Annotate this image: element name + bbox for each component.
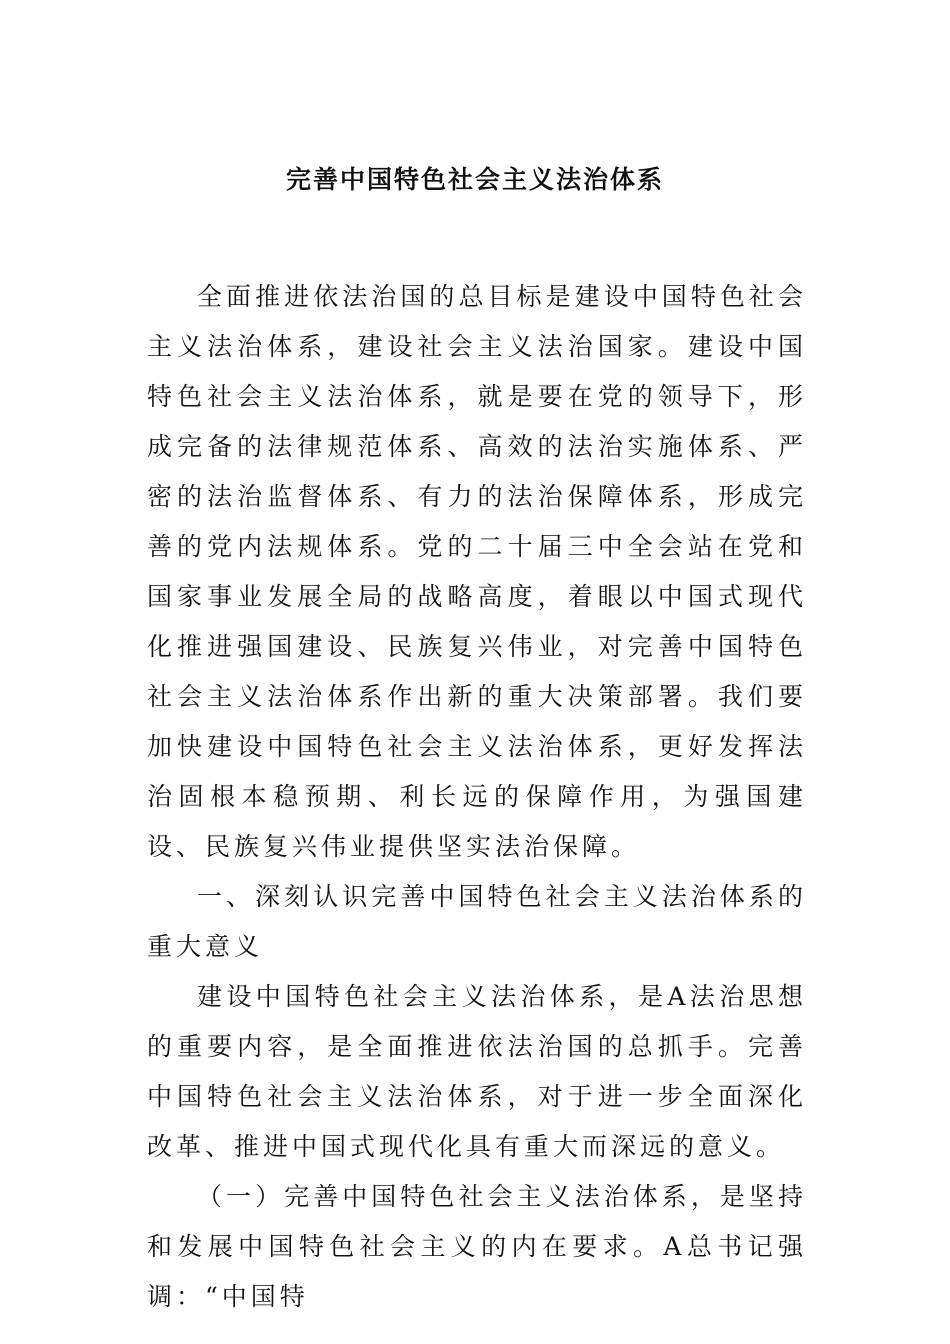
document-title: 完善中国特色社会主义法治体系 [285,165,664,194]
intro-paragraph: 全面推进依法治国的总目标是建设中国特色社会主义法治体系，建设社会主义法治国家。建设中国特色社会主义法治体系，就是要在党的领导下，形成完备的法律规范体系、高效的法治实施体系、严密的法治监督体系、有力的法治保障体系，形成完善的党内法规体系。党的二十届三中全会站在党和国家事业发展全局的战略高度，着眼以中国式现代化推进强国建设、民族复兴伟业，对完善中国特色社会主义法治体系作出新的重大决策部署。我们要加快建设中国特色社会主义法治体系，更好发挥法治固根本稳预期、利长远的保障作用，为强国建设、民族复兴伟业提供坚实法治保障。 [147,282,807,861]
subsection-1-paragraph: （一）完善中国特色社会主义法治体系，是坚持和发展中国特色社会主义的内在要求。A总书记强调：“中国特 [147,1182,807,1311]
section-heading-1: 一、深刻认识完善中国特色社会主义法治体系的重大意义 [147,882,807,961]
document-body [147,272,807,1322]
section-1-paragraph: 建设中国特色社会主义法治体系，是A法治思想的重要内容，是全面推进依法治国的总抓手。完善中国特色社会主义法治体系，对于进一步全面深化改革、推进中国式现代化具有重大而深远的意义。 [147,982,807,1161]
